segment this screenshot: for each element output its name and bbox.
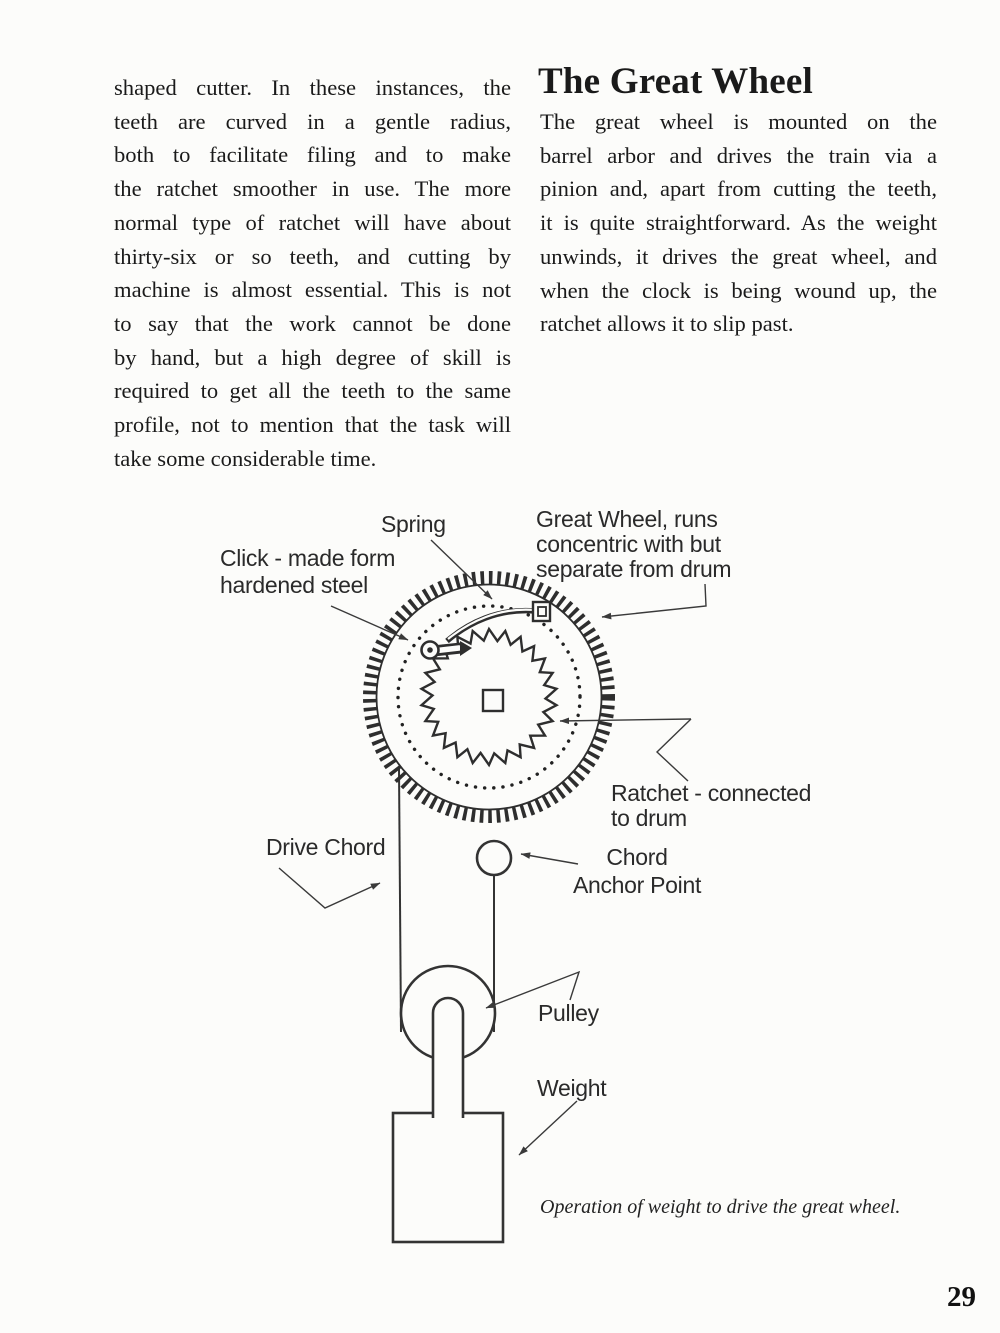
ratchet-leader-zigzag — [657, 719, 691, 781]
text-line: ratchet allows it to slip past. — [540, 311, 794, 337]
label-drive-chord: Drive Chord — [266, 834, 386, 860]
text-line: shaped cutter. In these instances, the — [114, 75, 511, 100]
label-ratchet — [611, 781, 811, 831]
text-line: the ratchet smoother in use. The more — [114, 176, 511, 202]
label-line: Click - made form — [220, 545, 396, 571]
label-line: Great Wheel, runs — [536, 506, 718, 532]
text-line: take some considerable time. — [114, 445, 377, 471]
label-line: separate from drum — [536, 556, 732, 582]
label-line: concentric with but — [536, 531, 721, 557]
drive-chord-leader — [279, 868, 380, 908]
arbor-square-hole — [483, 690, 503, 711]
label-line: Anchor Point — [572, 872, 702, 898]
text-line: machine is almost essential. This is not — [114, 277, 511, 303]
text-line: to say that the work cannot be done — [114, 310, 511, 336]
figure-caption: Operation of weight to drive the great wheel. — [540, 1196, 901, 1218]
text-line: The great wheel is mounted on the — [540, 109, 937, 134]
chord-anchor-point — [477, 841, 511, 875]
text-line: profile, not to mention that the task will — [114, 412, 511, 438]
pulley-stirrup — [433, 998, 463, 1118]
label-line: to drum — [611, 805, 687, 831]
great-wheel-leader — [602, 584, 706, 617]
label-spring: Spring — [381, 511, 446, 537]
label-great-wheel — [536, 507, 731, 582]
label-weight: Weight — [537, 1075, 607, 1101]
text-line: normal type of ratchet will have about — [114, 209, 511, 235]
text-line: it is quite straightforward. As the weight — [540, 210, 937, 236]
text-line: barrel arbor and drives the train via a — [540, 142, 937, 168]
label-chord-anchor — [562, 843, 712, 899]
text-line: both to facilitate filing and to make — [114, 142, 511, 168]
section-heading: The Great Wheel — [538, 61, 813, 102]
text-line: pinion and, apart from cutting the teeth, — [540, 176, 937, 202]
label-line: hardened steel — [220, 572, 368, 598]
label-click — [220, 545, 395, 599]
label-line: Ratchet - connected — [611, 780, 812, 806]
text-line: teeth are curved in a gentle radius, — [114, 108, 511, 134]
text-line: unwinds, it drives the great wheel, and — [540, 243, 937, 269]
label-pulley: Pulley — [538, 1000, 599, 1026]
text-line: required to get all the teeth to the same — [114, 378, 511, 404]
weight-body — [393, 1113, 503, 1242]
label-line: Chord — [606, 844, 668, 870]
weight-leader — [519, 1101, 577, 1155]
text-line: when the clock is being wound up, the — [540, 277, 937, 303]
text-line: by hand, but a high degree of skill is — [114, 344, 511, 370]
text-line: thirty-six or so teeth, and cutting by — [114, 243, 511, 269]
page-number: 29 — [947, 1281, 976, 1313]
